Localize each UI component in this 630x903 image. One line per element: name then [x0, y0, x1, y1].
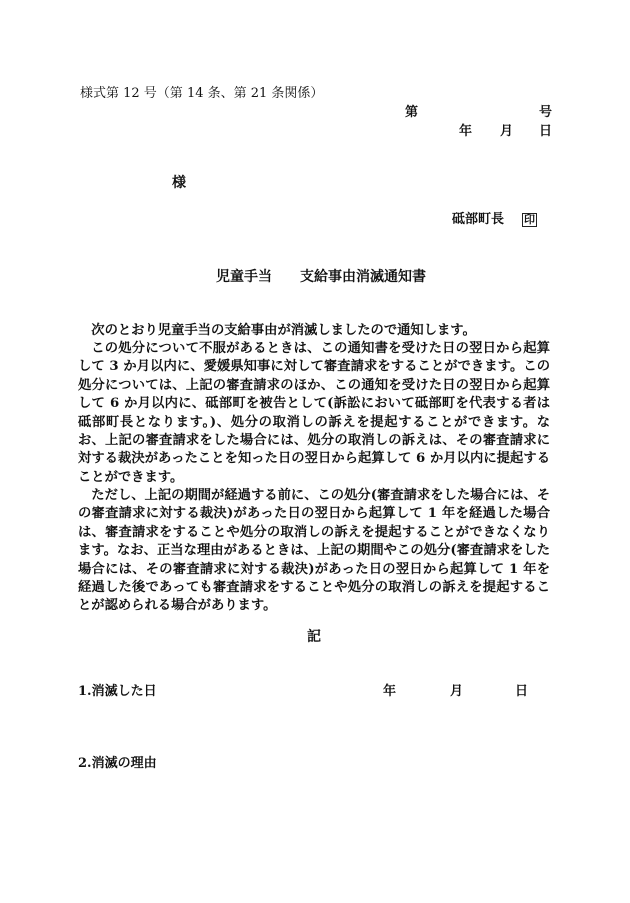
- title-part-2: 支給事由消滅通知書: [300, 269, 426, 285]
- issuer-name: 砥部町長: [452, 212, 505, 227]
- doc-number-prefix: 第: [405, 105, 419, 120]
- extinguished-date-year: 年: [383, 684, 397, 699]
- issue-date-day: 日: [539, 124, 553, 139]
- form-number-label: 様式第 12 号（第 14 条、第 21 条関係）: [80, 86, 324, 101]
- notice-paragraph-3: ただし、上記の期間が経過する前に、この処分(審査請求をした場合には、その審査請求に対する裁決)があった日の翌日から起算して 1 年を経過した場合は、審査請求をすることや処分の取消しの訴えを提起することができなくなります。なお、正当な理由があるときは、上記の期間やこの処分(審査請求をした場合には、その審査請求に対する裁決)があった日の翌日から起算して 1 年を経過した後であっても審査請求をすることや処分の取消しの訴えを提起することが認められる場合があります。: [78, 488, 550, 614]
- reason-label: 2.消滅の理由: [78, 756, 157, 771]
- addressee-suffix: 様: [172, 175, 186, 191]
- extinguished-date-day: 日: [515, 684, 529, 699]
- issue-date-month: 月: [500, 124, 514, 139]
- ki-heading: 記: [307, 629, 321, 645]
- doc-number-suffix: 号: [539, 105, 553, 120]
- issue-date-year: 年: [459, 124, 473, 139]
- title-part-1: 児童手当: [216, 269, 272, 285]
- seal-mark: 印: [524, 212, 536, 226]
- notice-paragraph-1: 次のとおり児童手当の支給事由が消滅しましたので通知します。: [91, 323, 476, 338]
- issuer: [452, 208, 537, 227]
- extinguished-date-month: 月: [450, 684, 464, 699]
- notice-paragraph-2: この処分について不服があるときは、この通知書を受けた日の翌日から起算して 3 か月以内に、愛媛県知事に対して審査請求をすることができます。この処分については、上記の審査請求のほか、この通知を受けた日の翌日から起算して 6 か月以内に、砥部町を被告として(訴訟において砥部町を代表する者は砥部町長となります。)、処分の取消しの訴えを提起することができます。なお、上記の審査請求をした場合には、処分の取消しの訴えは、その審査請求に対する裁決があったことを知った日の翌日から起算して 6 か月以内に提起することができます。: [78, 341, 550, 485]
- extinguished-date-label: 1.消滅した日: [78, 684, 157, 699]
- document-title: [216, 266, 426, 286]
